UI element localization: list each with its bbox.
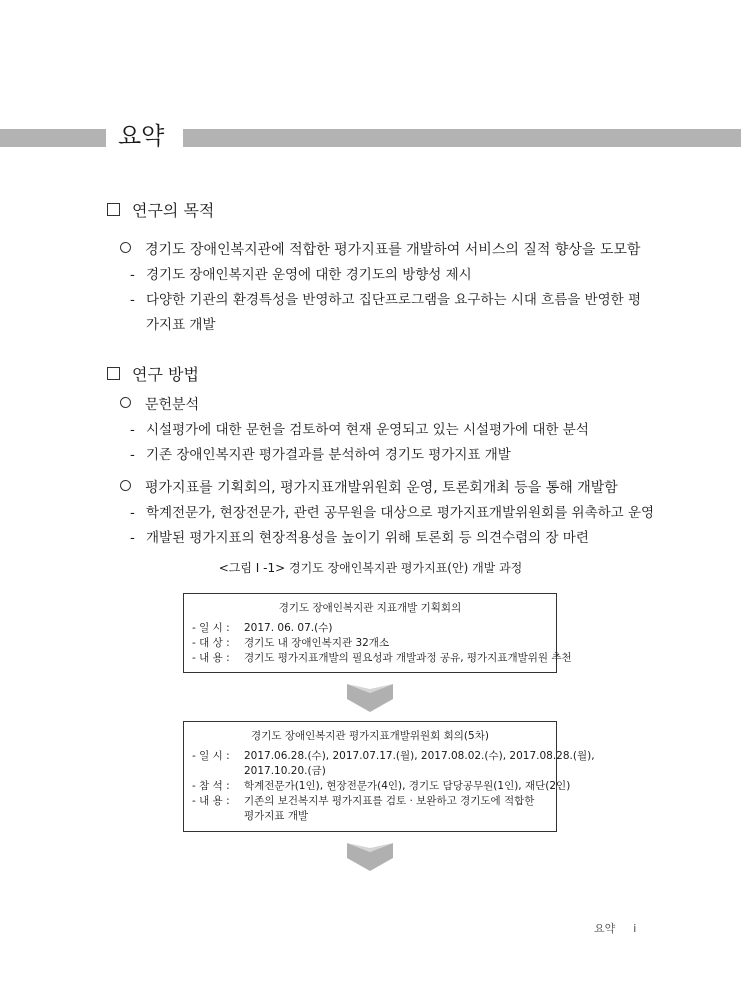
row-value — [244, 794, 556, 824]
footer-label: 요약 — [594, 922, 616, 935]
bullet-text: 평가지표를 기획회의, 평가지표개발위원회 운영, 토론회개최 등을 통해 개발함 — [145, 480, 618, 496]
page-title: 요약 — [118, 122, 165, 150]
row-key: - 일 시 : — [192, 622, 230, 634]
dash-text: 경기도 장애인복지관 운영에 대한 경기도의 방향성 제시 — [146, 267, 472, 283]
dash-text: 시설평가에 대한 문헌을 검토하여 현재 운영되고 있는 시설평가에 대한 분석 — [146, 422, 589, 438]
page-footer — [594, 922, 636, 936]
row-value — [244, 749, 595, 779]
chevron-down-icon — [347, 843, 393, 871]
header-bar-right — [183, 129, 741, 147]
box-title: 경기도 장애인복지관 평가지표개발위원회 회의(5차) — [251, 730, 489, 742]
row-value-line: 평가지표 개발 — [244, 810, 309, 822]
section-heading-text: 연구의 목적 — [132, 201, 215, 220]
box-row — [184, 651, 572, 666]
row-key: - 참 석 : — [192, 780, 230, 792]
row-value: 경기도 평가지표개발의 필요성과 개발과정 공유, 평가지표개발위원 추천 — [244, 652, 572, 664]
bullet-item — [120, 478, 618, 498]
circle-bullet-icon — [120, 242, 131, 253]
box-row — [184, 779, 571, 794]
box-title: 경기도 장애인복지관 지표개발 기획회의 — [278, 602, 462, 614]
section-heading-method — [107, 363, 199, 387]
dash-continuation: 가지표 개발 — [146, 317, 216, 333]
circle-bullet-icon — [120, 397, 131, 408]
row-key: - 일 시 : — [192, 750, 230, 762]
dash-text: 다양한 기관의 환경특성을 반영하고 집단프로그램을 요구하는 시대 흐름을 반영한 평 — [146, 292, 642, 308]
row-key: - 내 용 : — [192, 795, 230, 807]
bullet-item — [120, 240, 640, 260]
section-heading-text: 연구 방법 — [132, 365, 199, 384]
box-row — [184, 621, 556, 636]
row-value-line: 2017.06.28.(수), 2017.07.17.(월), 2017.08.02.(수), 2017.08.28.(월), — [244, 750, 595, 762]
checkbox-square-icon — [107, 367, 120, 380]
dash-item: - 다양한 기관의 환경특성을 반영하고 집단프로그램을 요구하는 시대 흐름을 반영한 평 — [130, 292, 642, 308]
dash-item: - 시설평가에 대한 문헌을 검토하여 현재 운영되고 있는 시설평가에 대한 분석 — [130, 422, 589, 438]
process-box-committee — [183, 721, 595, 832]
row-value-line: 기존의 보건복지부 평가지표를 검토 · 보완하고 경기도에 적합한 — [244, 795, 535, 807]
circle-bullet-icon — [120, 480, 131, 491]
dash-text: 기존 장애인복지관 평가결과를 분석하여 경기도 평가지표 개발 — [146, 447, 511, 463]
row-key: - 내 용 : — [192, 652, 230, 664]
header-bar-left — [0, 129, 106, 147]
dash-text: 학계전문가, 현장전문가, 관련 공무원을 대상으로 평가지표개발위원회를 위촉하고 운영 — [146, 505, 655, 521]
row-value: 2017. 06. 07.(수) — [244, 622, 333, 634]
row-value: 학계전문가(1인), 현장전문가(4인), 경기도 담당공무원(1인), 재단(2인) — [244, 780, 571, 792]
row-key: - 대 상 : — [192, 637, 230, 649]
box-row — [184, 749, 595, 779]
row-value: 경기도 내 장애인복지관 32개소 — [244, 637, 390, 649]
figure-caption: <그림 Ⅰ -1> 경기도 장애인복지관 평가지표(안) 개발 과정 — [218, 561, 523, 575]
section-heading-purpose — [107, 199, 214, 223]
dash-text: 개발된 평가지표의 현장적용성을 높이기 위해 토론회 등 의견수렴의 장 마련 — [146, 530, 589, 546]
box-row — [184, 794, 556, 824]
dash-item: - 기존 장애인복지관 평가결과를 분석하여 경기도 평가지표 개발 — [130, 447, 511, 463]
bullet-text: 문헌분석 — [145, 397, 200, 413]
bullet-item — [120, 395, 199, 415]
process-box-planning — [183, 593, 572, 673]
chevron-down-icon — [347, 684, 393, 712]
dash-item: - 개발된 평가지표의 현장적용성을 높이기 위해 토론회 등 의견수렴의 장 마련 — [130, 530, 589, 546]
page-number: i — [633, 922, 637, 935]
dash-item: - 학계전문가, 현장전문가, 관련 공무원을 대상으로 평가지표개발위원회를 위촉하고 운영 — [130, 505, 655, 521]
checkbox-square-icon — [107, 203, 120, 216]
box-row — [184, 636, 556, 651]
bullet-text: 경기도 장애인복지관에 적합한 평가지표를 개발하여 서비스의 질적 향상을 도모함 — [145, 242, 641, 258]
dash-item: - 경기도 장애인복지관 운영에 대한 경기도의 방향성 제시 — [130, 267, 472, 283]
row-value-line: 2017.10.20.(금) — [244, 765, 326, 777]
